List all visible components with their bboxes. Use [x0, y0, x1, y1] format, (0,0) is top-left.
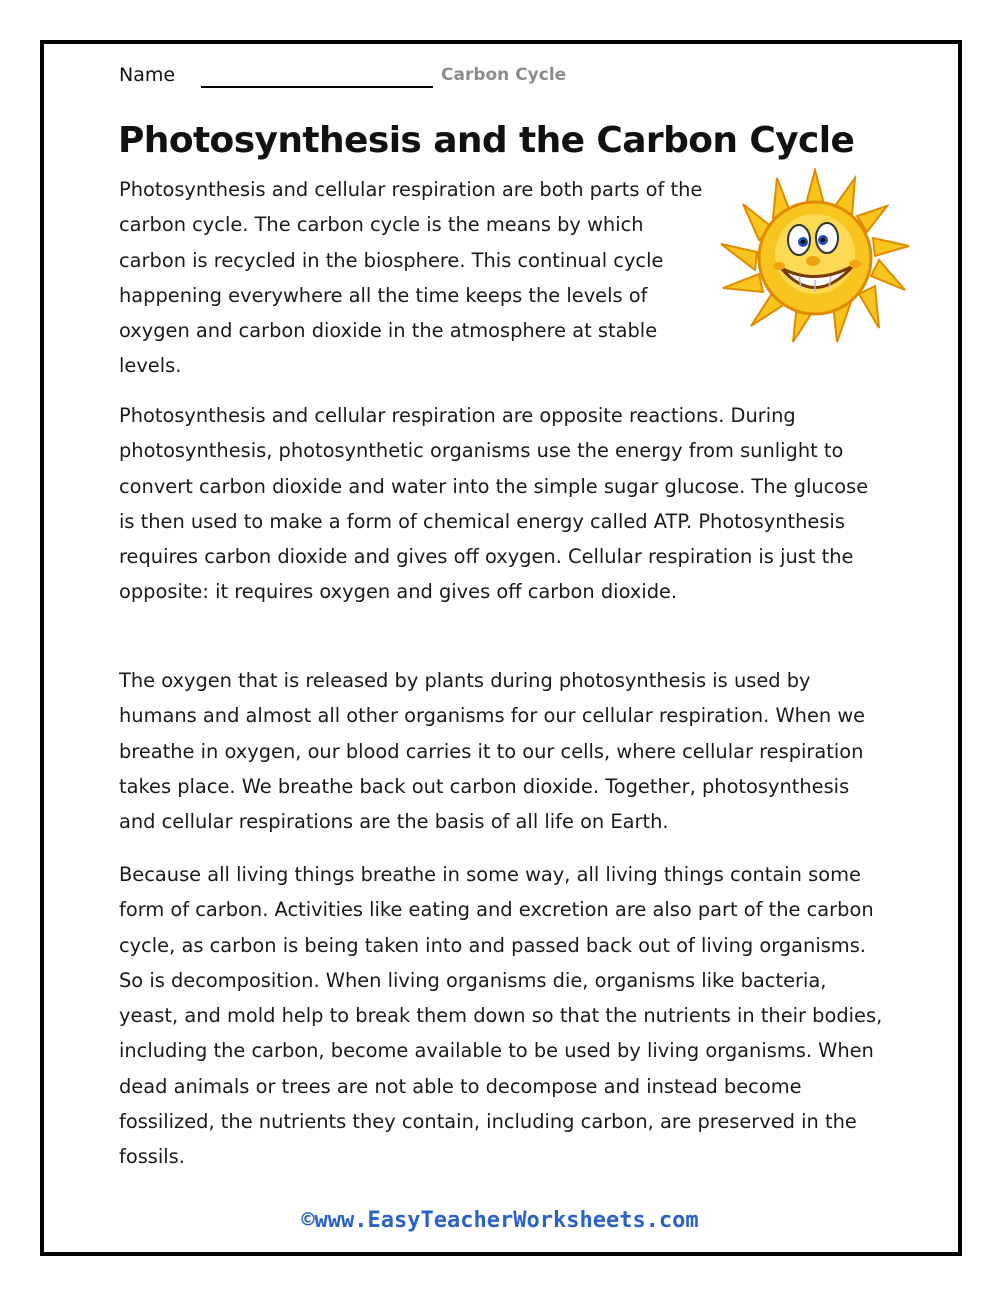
paragraph-1: Photosynthesis and cellular respiration are both parts of the carbon cycle. The carbon cycle is the means by which carbon is recycled in the biosphere. This continual cycle happening everywhere all the time keeps the levels of oxygen and carbon dioxide in the atmosphere at stable levels.: [119, 178, 703, 378]
name-label: Name: [119, 64, 176, 86]
worksheet-header: [119, 62, 819, 92]
footer-copyright: ©www.EasyTeacherWorksheets.com: [301, 1208, 699, 1233]
name-input-line[interactable]: [201, 86, 433, 88]
paragraph-2: Photosynthesis and cellular respiration are opposite reactions. During photosynthesis, photosynthetic organisms use the energy from sunlight to convert carbon dioxide and water into the simple sugar glucose. The glucose is then used to make a form of chemical energy called ATP. Photosynthesis requires carbon dioxide and gives off oxygen. Cellular respiration is just the opposite: it requires oxygen and gives off carbon dioxide.: [119, 404, 869, 604]
page-title: Photosynthesis and the Carbon Cycle: [118, 120, 855, 161]
paragraph-4: Because all living things breathe in some way, all living things contain some form of carbon. Activities like eating and excretion are also part of the carbon cycle, as carbon is being taken into and passed back out of living organisms. So is decomposition. When living organisms die, organisms like bacteria, yeast, and mold help to break them down so that the nutrients in their bodies, including the carbon, become available to be used by living organisms. When dead animals or trees are not able to decompose and instead become fossilized, the nutrients they contain, including carbon, are preserved in the fossils.: [119, 863, 883, 1169]
paragraph-3: The oxygen that is released by plants during photosynthesis is used by humans and almost all other organisms for our cellular respiration. When we breathe in oxygen, our blood carries it to our cells, where cellular respiration takes place. We breathe back out carbon dioxide. Together, photosynthesis and cellular respirations are the basis of all life on Earth.: [119, 669, 866, 834]
smiling-sun-icon: [715, 168, 915, 343]
subject-label: Carbon Cycle: [441, 65, 567, 85]
